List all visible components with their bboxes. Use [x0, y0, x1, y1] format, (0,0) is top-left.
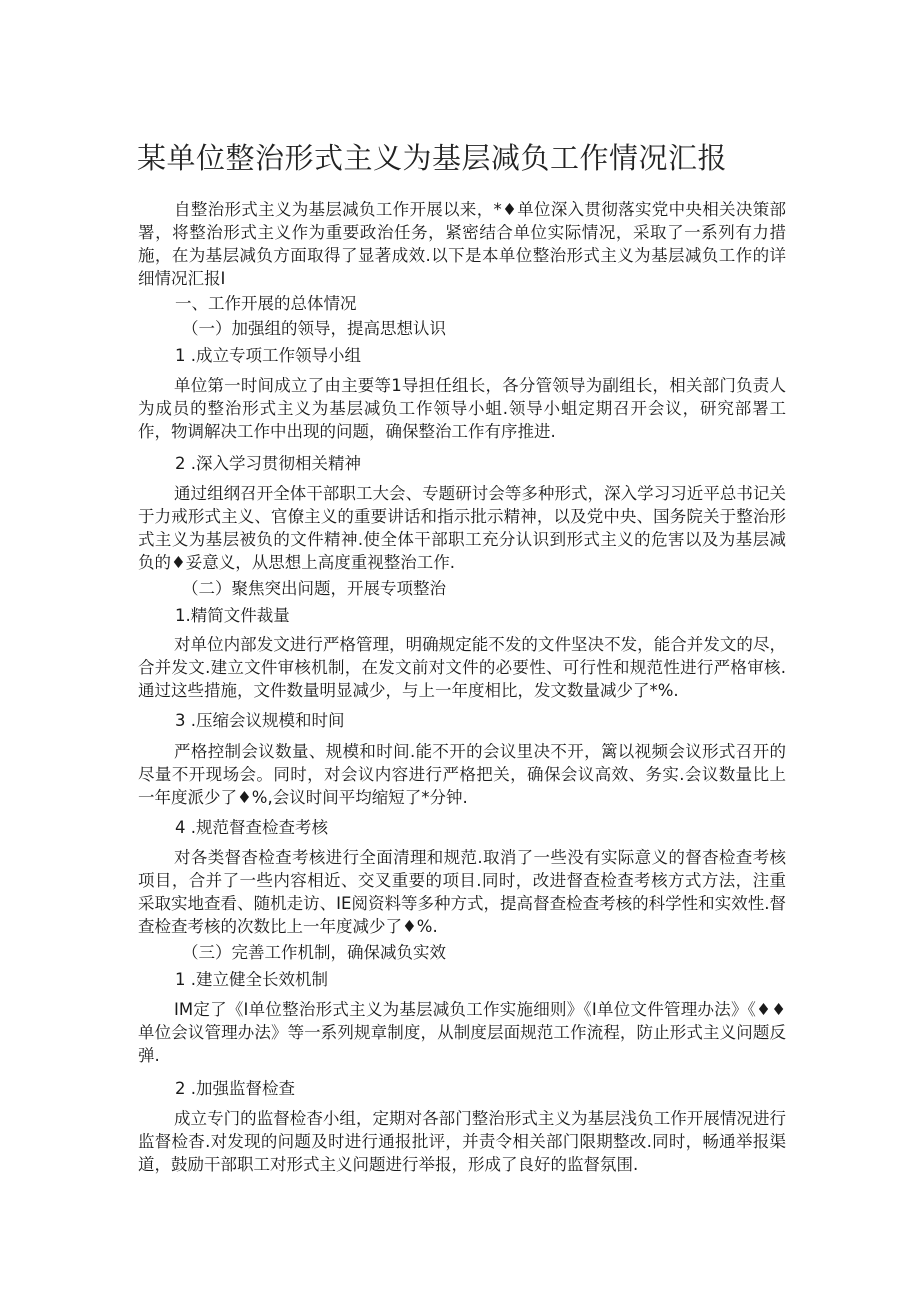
item-heading-1-1: 1 .成立专项工作领导小组	[175, 346, 361, 365]
paragraph-1-2: 通过组纲召开全体干部职工大会、专题研讨会等多种形式，深入学习习近平总书记关于力戒形式主义、官僚主义的重要讲话和指示批示精神，以及党中央、国务院关于整治形式主义为基层被负的文件精神.使全体干部职工充分认识到形式主义的危害以及为基层减负的♦妥意义，从思想上高度重视整治工作.	[138, 484, 786, 572]
paragraph-3-2: 成立专门的监督检杳小组，定期对各部门整治形式主义为基层浅负工作开展情况进行监督检杳.对发现的问题及时进行通报批评，并责令相关部门限期整改.同时，畅通举报渠道，鼓励干部职工对形式主义问题进行举报，形成了良好的监督氛围.	[138, 1109, 786, 1174]
paragraph-2-4: 对各类督杳检查考核进行全面清理和规范.取消了一些没有实际意义的督杳检查考核项目，合并了一些内容相近、交叉重要的项目.同时，改进督查检查考核方式方法，注重采取实地查看、随机走访、IE阅资料等多种方式，提高督查检查考核的科学性和实效性.督查检查考核的次数比上一年度减少了♦%.	[138, 848, 786, 936]
paragraph-1-1: 单位第一时间成立了由主要等1导担任组长，各分管领导为副组长，相关部门负责人为成员的整治形式主义为基层减负工作领导小蛆.领导小蛆定期召开会议，研究部署工作，物调解决工作中出现的问题，确保整治工作有序推进.	[138, 376, 786, 441]
item-heading-1-2: 2 .深入学习贯彻相关精神	[175, 454, 361, 473]
subsection-heading-1: （一）加强组的领导，提高思想认识	[182, 319, 446, 338]
paragraph-2-3: 严格控制会议数量、规模和时间.能不开的会议里决不开，篱以视频会议形式召开的尽量不开现场会。同时，对会议内容进行严格把关，确保会议高效、务实.会议数量比上一年度派少了♦%,会议时间平均缩短了*分钟.	[138, 742, 786, 807]
document-title: 某单位整治形式主义为基层减负工作情况汇报	[137, 141, 728, 175]
item-heading-2-4: 4 .规范督查检查考核	[175, 818, 328, 837]
subsection-heading-3: （三）完善工作机制，确保减负实效	[182, 943, 446, 962]
subsection-heading-2: （二）聚焦突出问题，开展专项整治	[182, 579, 446, 598]
item-heading-3-1: 1 .建立健全长效机制	[175, 970, 328, 989]
item-heading-2-3: 3 .压缩会议规模和时间	[175, 711, 345, 730]
intro-paragraph: 自整治形式主义为基层减负工作开展以来，*♦单位深入贯彻落实党中央相关决策部署，将整治形式主义作为重要政治任务，紧密结合单位实际情况，采取了一系列有力措施，在为基层减负方面取得了显著成效.以下是本单位整治形式主义为基层减负工作的详细情况汇报I	[138, 200, 786, 288]
item-heading-3-2: 2 .加强监督检查	[175, 1079, 295, 1098]
item-heading-2-1: 1.精简文件裁量	[175, 606, 290, 625]
section-heading-1: 一、工作开展的总体情况	[175, 294, 357, 313]
paragraph-3-1: IM定了《I单位整治形式主义为基层减负工作实施细则》《I单位文件管理办法》《♦♦单位会议管理办法》等一系列规章制度，从制度层面规范工作流程，防止形式主义问题反弹.	[138, 1000, 786, 1065]
paragraph-2-1: 对单位内部发文进行严格管理，明确规定能不发的文件坚决不发，能合并发文的尽，合并发文.建立文件审核机制，在发文前对文件的必要性、可行性和规范性进行严格审核.通过这些措施，文件数量明显减少，与上一年度相比，发文数量减少了*%.	[138, 635, 786, 700]
